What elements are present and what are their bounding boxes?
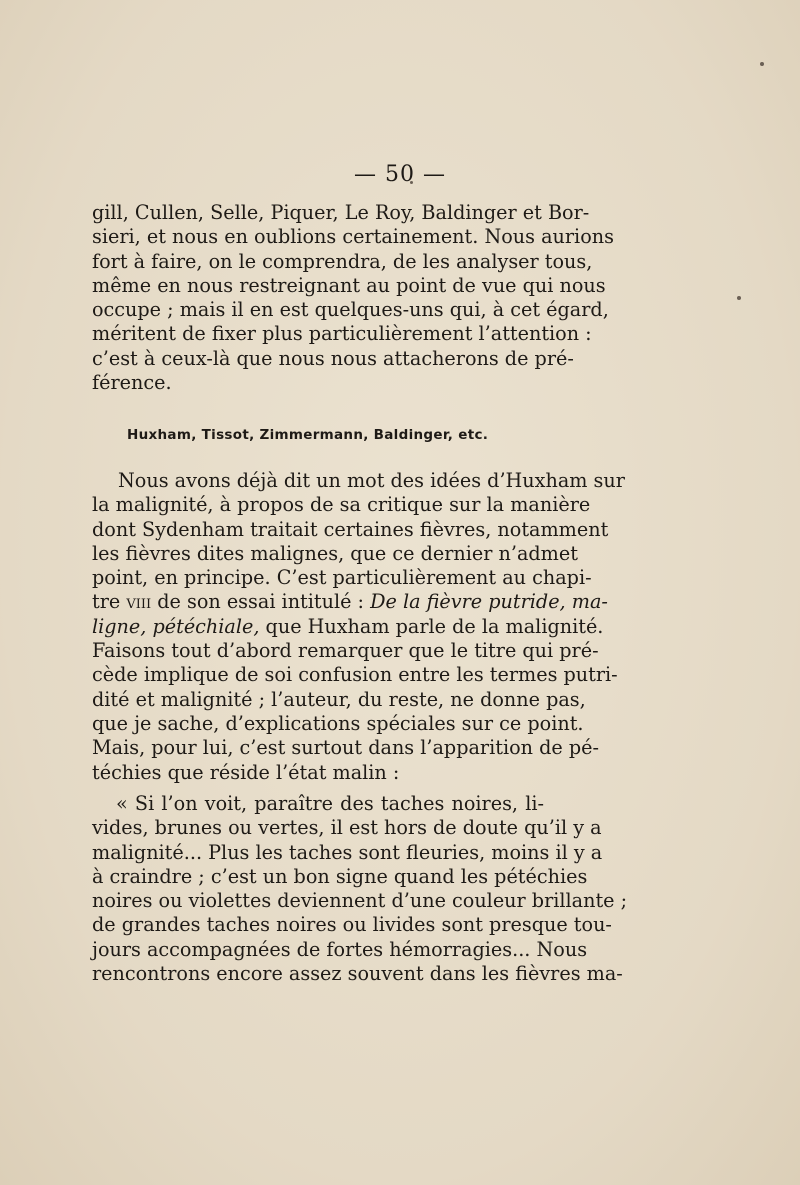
- paragraph-3-quotation: [92, 792, 628, 986]
- text-line: rencontrons encore assez souvent dans les fièvres ma-: [92, 962, 623, 986]
- text-line: que je sache, d’explications spéciales sur ce point.: [92, 711, 584, 735]
- text-line: [92, 590, 608, 614]
- text-line: cède implique de soi confusion entre les termes putri-: [92, 663, 618, 687]
- text-line: la malignité, à propos de sa critique sur la manière: [92, 493, 591, 517]
- text-line: les fièvres dites malignes, que ce dernier n’admet: [92, 541, 578, 565]
- text-run: tre: [92, 590, 127, 614]
- text-line: vides, brunes ou vertes, il est hors de doute qu’il y a: [92, 816, 602, 840]
- text-line: « Si l’on voit, paraître des taches noires, li-: [116, 792, 544, 815]
- text-line: même en nous restreignant au point de vue qui nous: [92, 273, 606, 297]
- text-line: férence.: [92, 371, 172, 395]
- text-line: malignité... Plus les taches sont fleuries, moins il y a: [92, 840, 603, 864]
- section-heading: Huxham, Tissot, Zimmermann, Baldinger, etc.: [127, 427, 489, 443]
- text-run: que Huxham parle de la malignité.: [259, 614, 604, 638]
- book-title-italic: De la fièvre putride, ma-: [370, 590, 608, 614]
- text-line: fort à faire, on le comprendra, de les analyser tous,: [92, 249, 593, 273]
- text-line: méritent de fixer plus particulièrement l’attention :: [92, 322, 592, 346]
- text-line: gill, Cullen, Selle, Piquer, Le Roy, Baldinger et Bor-: [92, 201, 590, 224]
- roman-numeral: viii: [126, 590, 152, 614]
- text-line: dont Sydenham traitait certaines fièvres, notamment: [92, 517, 609, 541]
- text-line: c’est à ceux-là que nous nous attacherons de pré-: [92, 346, 574, 370]
- text-line: noires ou violettes deviennent d’une couleur brillante ;: [92, 889, 628, 913]
- text-run: de son essai intitulé :: [151, 590, 371, 614]
- book-title-italic: ligne, pétéchiale,: [92, 614, 260, 638]
- text-line: de grandes taches noires ou livides sont presque tou-: [92, 913, 612, 937]
- text-line: Faisons tout d’abord remarquer que le titre qui pré-: [92, 639, 599, 663]
- text-line: téchies que réside l’état malin :: [92, 760, 400, 784]
- text-line: point, en principe. C’est particulièrement au chapi-: [92, 566, 592, 590]
- text-line: Mais, pour lui, c’est surtout dans l’apparition de pé-: [92, 736, 599, 760]
- text-line: sieri, et nous en oublions certainement. Nous aurions: [92, 225, 614, 249]
- text-line: [92, 614, 604, 639]
- paragraph-1: [92, 201, 614, 395]
- text-line: occupe ; mais il en est quelques-uns qui, à cet égard,: [92, 298, 609, 322]
- paragraph-2: [92, 469, 625, 785]
- page-number: — 50 —: [354, 162, 446, 187]
- text-line: jours accompagnées de fortes hémorragies... Nous: [92, 937, 588, 961]
- text-line: dité et malignité ; l’auteur, du reste, ne donne pas,: [92, 687, 586, 711]
- text-line: Nous avons déjà dit un mot des idées d’Huxham sur: [118, 469, 625, 492]
- text-line: à craindre ; c’est un bon signe quand les pétéchies: [92, 864, 588, 888]
- paper-speck: [737, 296, 741, 300]
- paper-speck: [760, 62, 764, 66]
